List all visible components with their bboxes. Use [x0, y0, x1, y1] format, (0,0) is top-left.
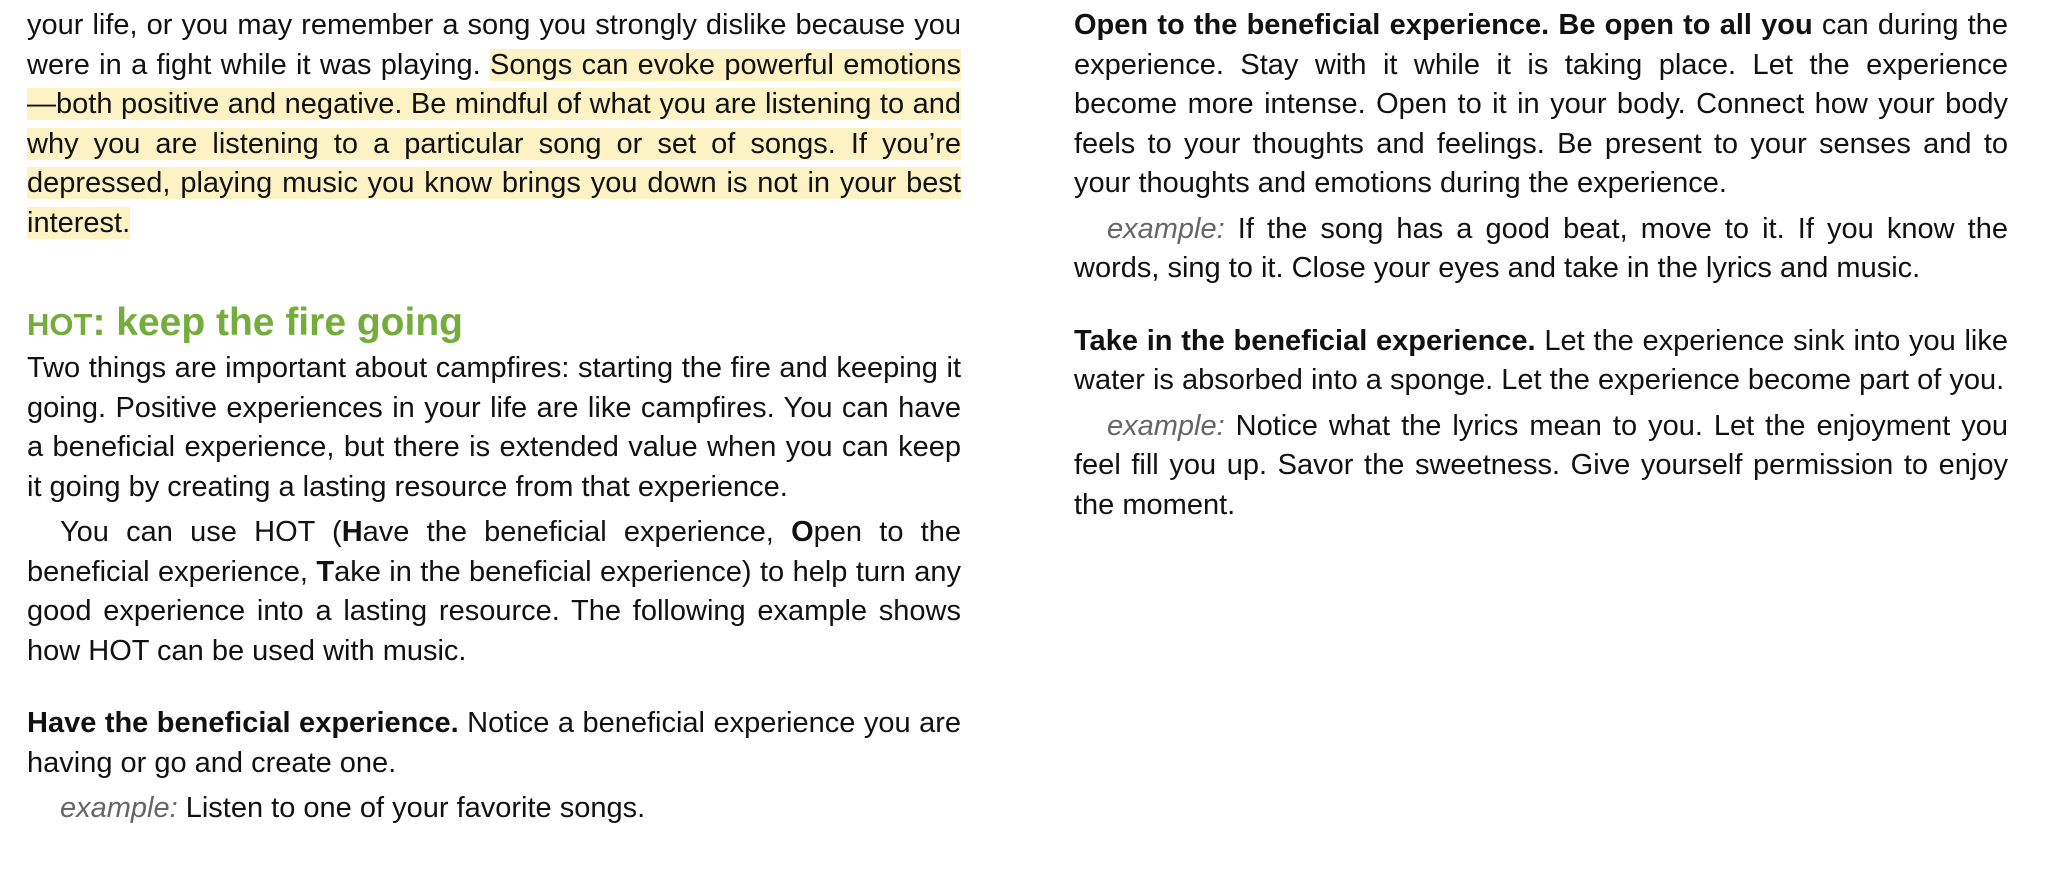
heading-title: : keep the fire going [92, 301, 463, 344]
open-example-text: If the song has a good beat, move to it. If you know the words, sing to it. Close your eyes and take in the lyrics and music. [1074, 212, 2008, 284]
heading-acronym: HOT [27, 307, 93, 342]
intro-text: your life, or you may remember a song you strongly dislike because you were in a fight while it was playing. [27, 9, 961, 81]
take-step-title: Take in the beneficial experience. [1074, 324, 1536, 357]
have-example [27, 789, 961, 829]
hot-explanation-paragraph [27, 513, 961, 671]
have-step-title: Have the beneficial experience. [27, 707, 459, 739]
hot-text-1: You can use HOT ( [60, 516, 342, 548]
campfire-paragraph: Two things are important about campfires: starting the fire and keeping it going. Positive experiences in your life are like campfires. You can have a beneficial experience, but there is extended value when you can keep it going by creating a lasting resource from that experience. [27, 352, 961, 503]
section-heading [27, 301, 961, 347]
have-step-paragraph [27, 704, 961, 783]
hot-letter-h: H [341, 516, 363, 548]
right-column [1074, 6, 2008, 525]
hot-letter-o: O [791, 516, 814, 548]
example-label: example: [1107, 212, 1225, 245]
highlighted-passage[interactable]: Songs can evoke powerful emotions—both positive and negative. Be mindful of what you are listening to and why you are listening to a particular song or set of songs. If you’re depressed, playing music you know brings you down is not in your best interest. [27, 48, 961, 239]
take-step-text: Let the experience sink into you like water is absorbed into a sponge. Let the experience become part of you. [1074, 324, 2008, 396]
hot-letter-t: T [316, 555, 335, 588]
open-example [1074, 210, 2008, 289]
take-example-text: Notice what the lyrics mean to you. Let the enjoyment you feel fill you up. Savor the sweetness. Give yourself permission to enjoy the moment. [1074, 409, 2008, 521]
have-step-text: Notice a beneficial experience you are having or go and create one. [27, 707, 961, 779]
example-label: example: [1107, 409, 1225, 442]
hot-text-3: pen to the beneficial experience, [27, 516, 961, 588]
hot-text-2: ave the beneficial experience, [362, 516, 792, 548]
open-step-paragraph [1074, 6, 2008, 204]
take-step-paragraph [1074, 322, 2008, 401]
open-step-text: can during the experience. Stay with it while it is taking place. Let the experience become more intense. Open to it in your body. Connect how your body feels to your thoughts and feelings. Be present to your senses and to your thoughts and emotions during the experience. [1074, 9, 2008, 199]
have-example-text: Listen to one of your favorite songs. [177, 792, 646, 824]
open-step-title: Open to the beneficial experience. Be open to all you [1074, 9, 1813, 41]
hot-text-4: ake in the beneficial experience) to help turn any good experience into a lasting resource. The following example shows how HOT can be used with music. [27, 555, 961, 667]
take-example [1074, 407, 2008, 526]
left-column [27, 6, 961, 829]
intro-paragraph [27, 6, 961, 243]
example-label: example: [60, 792, 178, 824]
